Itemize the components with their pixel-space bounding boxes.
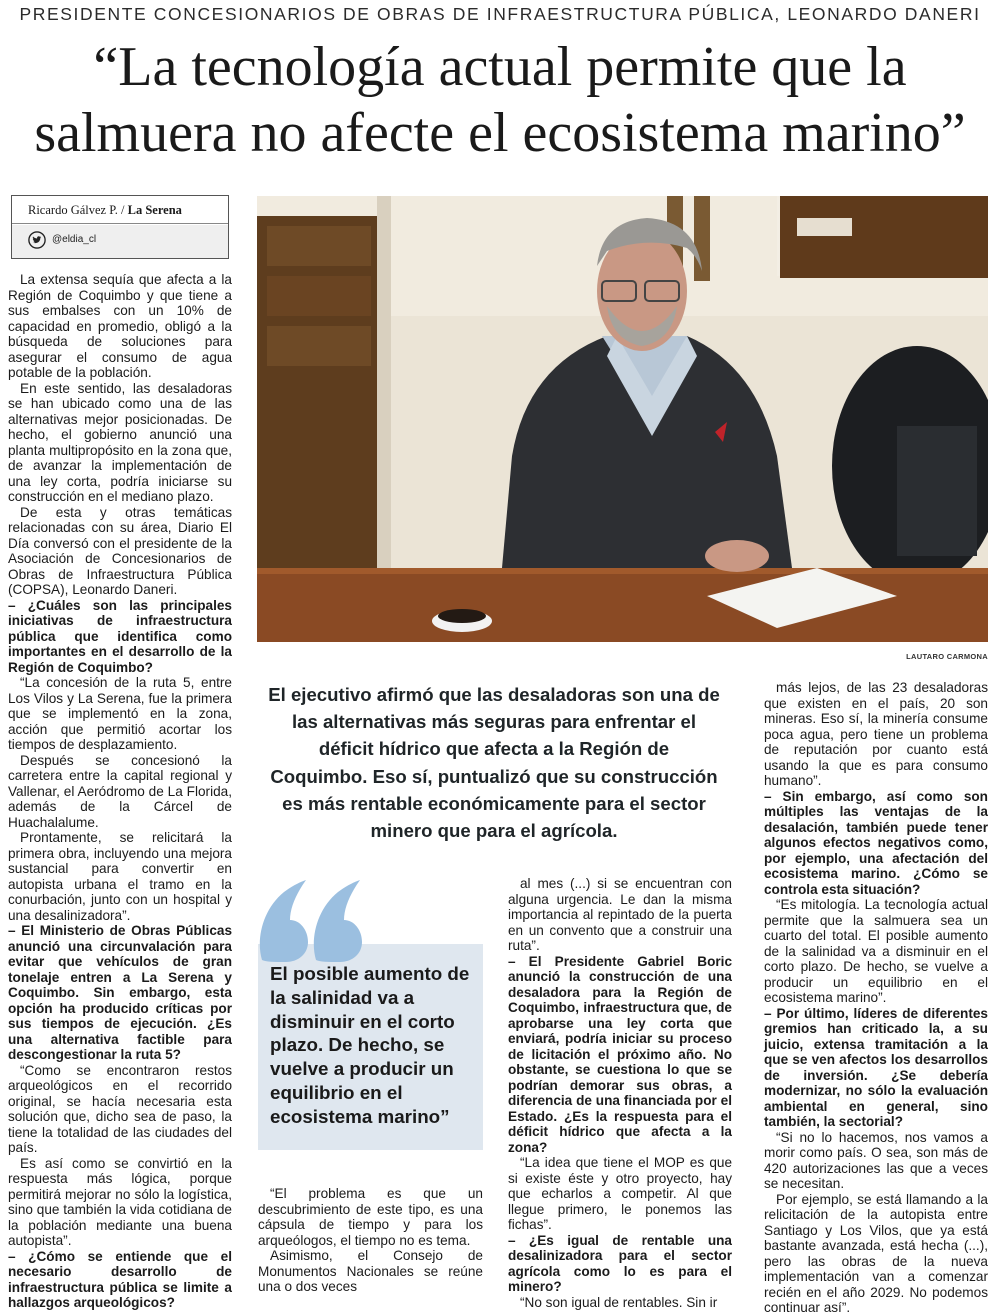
article-paragraph: “Es mitología. La tecnología actual permite que la salmuera sea un cuarto del total. El posible aumento de la salinidad va a disminuir en el corto plazo. De hecho, se vuelve a producir un equilibrio en el ecosistema marino”. xyxy=(764,897,988,1005)
article-paragraph: “No son igual de rentables. Sin ir xyxy=(520,1294,718,1310)
article-paragraph: De esta y otras temáticas relacionadas con su área, Diario El Día conversó con el presidente de la Asociación de Concesionarios de Obras de Infraestructura Pública (COPSA), Leonardo Daneri. xyxy=(8,504,232,597)
kicker: PRESIDENTE CONCESIONARIOS DE OBRAS DE INFRAESTRUCTURA PÚBLICA, LEONARDO DANERI xyxy=(19,4,981,24)
article-paragraph: Después se concesionó la carretera entre la capital regional y Vallenar, el Aeródromo de La Florida, además de la Cárcel de Huachalalume. xyxy=(8,752,232,830)
headline-line-1: “La tecnología actual permite que la xyxy=(93,36,907,98)
photo-credit: LAUTARO CARMONA xyxy=(906,652,988,661)
twitter-icon[interactable] xyxy=(28,231,46,249)
summary-lead: El ejecutivo afirmó que las desaladoras son una de las alternativas más seguras para enfrentar el déficit hídrico que afecta a la Región de Coquimbo. Eso sí, puntualizó que su construcción es más rentable económicamente para el sector minero que para el agrícola. xyxy=(268,684,720,842)
article-column-1 xyxy=(8,272,232,1311)
interview-question: – Sin embargo, así como son múltiples las ventajas de la desalación, también puede tener algunos efectos negativos como, por ejemplo, una afectación del ecosistema marino. ¿Cómo se controla esta situación? xyxy=(764,788,988,897)
byline-separator: / xyxy=(117,203,128,217)
byline-social-row xyxy=(12,225,228,258)
interview-question: – ¿Cómo se entiende que el necesario desarrollo de infraestructura pública se limite a hallazgos arqueológicos? xyxy=(8,1248,232,1310)
interview-question: – El Presidente Gabriel Boric anunció la construcción de una desaladora para la Región de Coquimbo, infraestructura que, de aprobarse una ley corta que enviará, podría iniciar su proceso de licitación el próximo año. No obstante, se cuestiona lo que se podrían demorar sus obras, a diferencia de una financiada por el Estado. ¿Es la respuesta para el déficit hídrico que afecta a la zona? xyxy=(508,953,732,1155)
article-paragraph: La extensa sequía que afecta a la Región de Coquimbo y que tiene a sus embalses con un 10% de capacidad en promedio, obligó a la búsqueda de soluciones para asegurar el consumo de agua potable de la población. xyxy=(8,272,232,380)
article-column-3 xyxy=(508,876,732,1310)
pull-quote-text: El posible aumento de la salinidad va a disminuir en el corto plazo. De hecho, se vuelve a producir un equilibrio en el ecosistema marino” xyxy=(270,963,470,1127)
article-paragraph: “La concesión de la ruta 5, entre Los Vilos y La Serena, fue la primera que se implementó en la zona, acción que permitió acortar los tiempos de desplazamiento. xyxy=(8,675,232,752)
twitter-handle[interactable]: @eldia_cl xyxy=(52,234,97,245)
article-paragraph: Es así como se convirtió en la respuesta más lógica, porque permitirá mejorar no sólo la logística, sino que también la vida cotidiana de la población mediante una buena autopista”. xyxy=(8,1155,232,1248)
byline-author-row xyxy=(12,196,228,224)
interview-question: – ¿Es igual de rentable una desalinizadora para el sector agrícola como lo es para el minero? xyxy=(508,1232,732,1294)
interview-question: – ¿Cuáles son las principales iniciativas de infraestructura pública que identifica como importantes en el desarrollo de la Región de Coquimbo? xyxy=(8,597,232,675)
quote-marks-icon xyxy=(258,870,368,970)
article-paragraph: En este sentido, las desaladoras se han ubicado como una de las alternativas mejor posicionadas. De hecho, el gobierno anunció una planta multipropósito en la zona que, de avanzar la implementación de una ley corta, podría iniciarse su construcción en el mediano plazo. xyxy=(8,380,232,504)
article-paragraph: “La idea que tiene el MOP es que si existe éste y otro proyecto, hay que echarlos a competir. Al que llegue primero, le ponemos las fichas”. xyxy=(508,1155,732,1232)
article-column-2 xyxy=(258,1186,483,1295)
article-paragraph: Por ejemplo, se está llamando a la relicitación de la autopista entre Santiago y Los Vilos, que ya está bastante avanzada, está hecha (...), pero las obras de la nueva implementación van a comenzar recién en el año 2029. No podemos continuar así”. xyxy=(764,1191,988,1315)
headline xyxy=(0,34,1000,166)
interview-question: – Por último, líderes de diferentes gremios han criticado la, a su juicio, extensa tramitación a la que se ven afectos los desarrollos de inversión. ¿Se debería modernizar, no sólo la evaluación ambiental en general, sino también, la sectorial? xyxy=(764,1005,988,1129)
article-paragraph: Asimismo, el Consejo de Monumentos Nacionales se reúne una o dos veces xyxy=(258,1248,483,1294)
article-paragraph: al mes (...) si se encuentran con alguna urgencia. Le dan la misma importancia al repintado de la puerta en un convento que a construir una ruta”. xyxy=(508,876,732,953)
article-paragraph: “Si no lo hacemos, nos vamos a morir como país. O sea, son más de 420 autorizaciones las que a veces se necesitan. xyxy=(764,1129,988,1191)
interview-photo xyxy=(257,196,988,642)
article-column-4 xyxy=(764,680,988,1316)
byline-box xyxy=(11,195,229,259)
article-paragraph: “Como se encontraron restos arqueológicos en el recorrido original, se hacía necesaria esta solución que, dicho sea de paso, la tiene la totalidad de las ciudades del país. xyxy=(8,1062,232,1155)
interview-question: – El Ministerio de Obras Públicas anunció una circunvalación para evitar que vehículos de gran tonelaje entren a La Serena y Coquimbo. Sin embargo, esta opción ha producido críticas por sus tiempos de ejecución. ¿Es una alternativa factible para descongestionar la ruta 5? xyxy=(8,923,232,1062)
article-paragraph: Prontamente, se relicitará la primera obra, incluyendo una mejora sustancial para convertir en autopista urbana el tramo en la conurbación, junto con un hospital y una desalinizadora”. xyxy=(8,830,232,923)
article-paragraph: más lejos, de las 23 desaladoras que existen en el país, 20 son mineras. Eso sí, la minería consume poca agua, pero tiene un problema de reputación por cuanto está usando la que es para consumo humano”. xyxy=(764,680,988,788)
byline-city: La Serena xyxy=(127,203,182,217)
photo-illustration xyxy=(257,196,988,642)
headline-line-2: salmuera no afecte el ecosistema marino” xyxy=(34,102,966,164)
byline-author: Ricardo Gálvez P. xyxy=(28,203,118,217)
article-paragraph: “El problema es que un descubrimiento de este tipo, es una cápsula de tiempo y para los arqueólogos, el tiempo no es tema. xyxy=(258,1186,483,1248)
